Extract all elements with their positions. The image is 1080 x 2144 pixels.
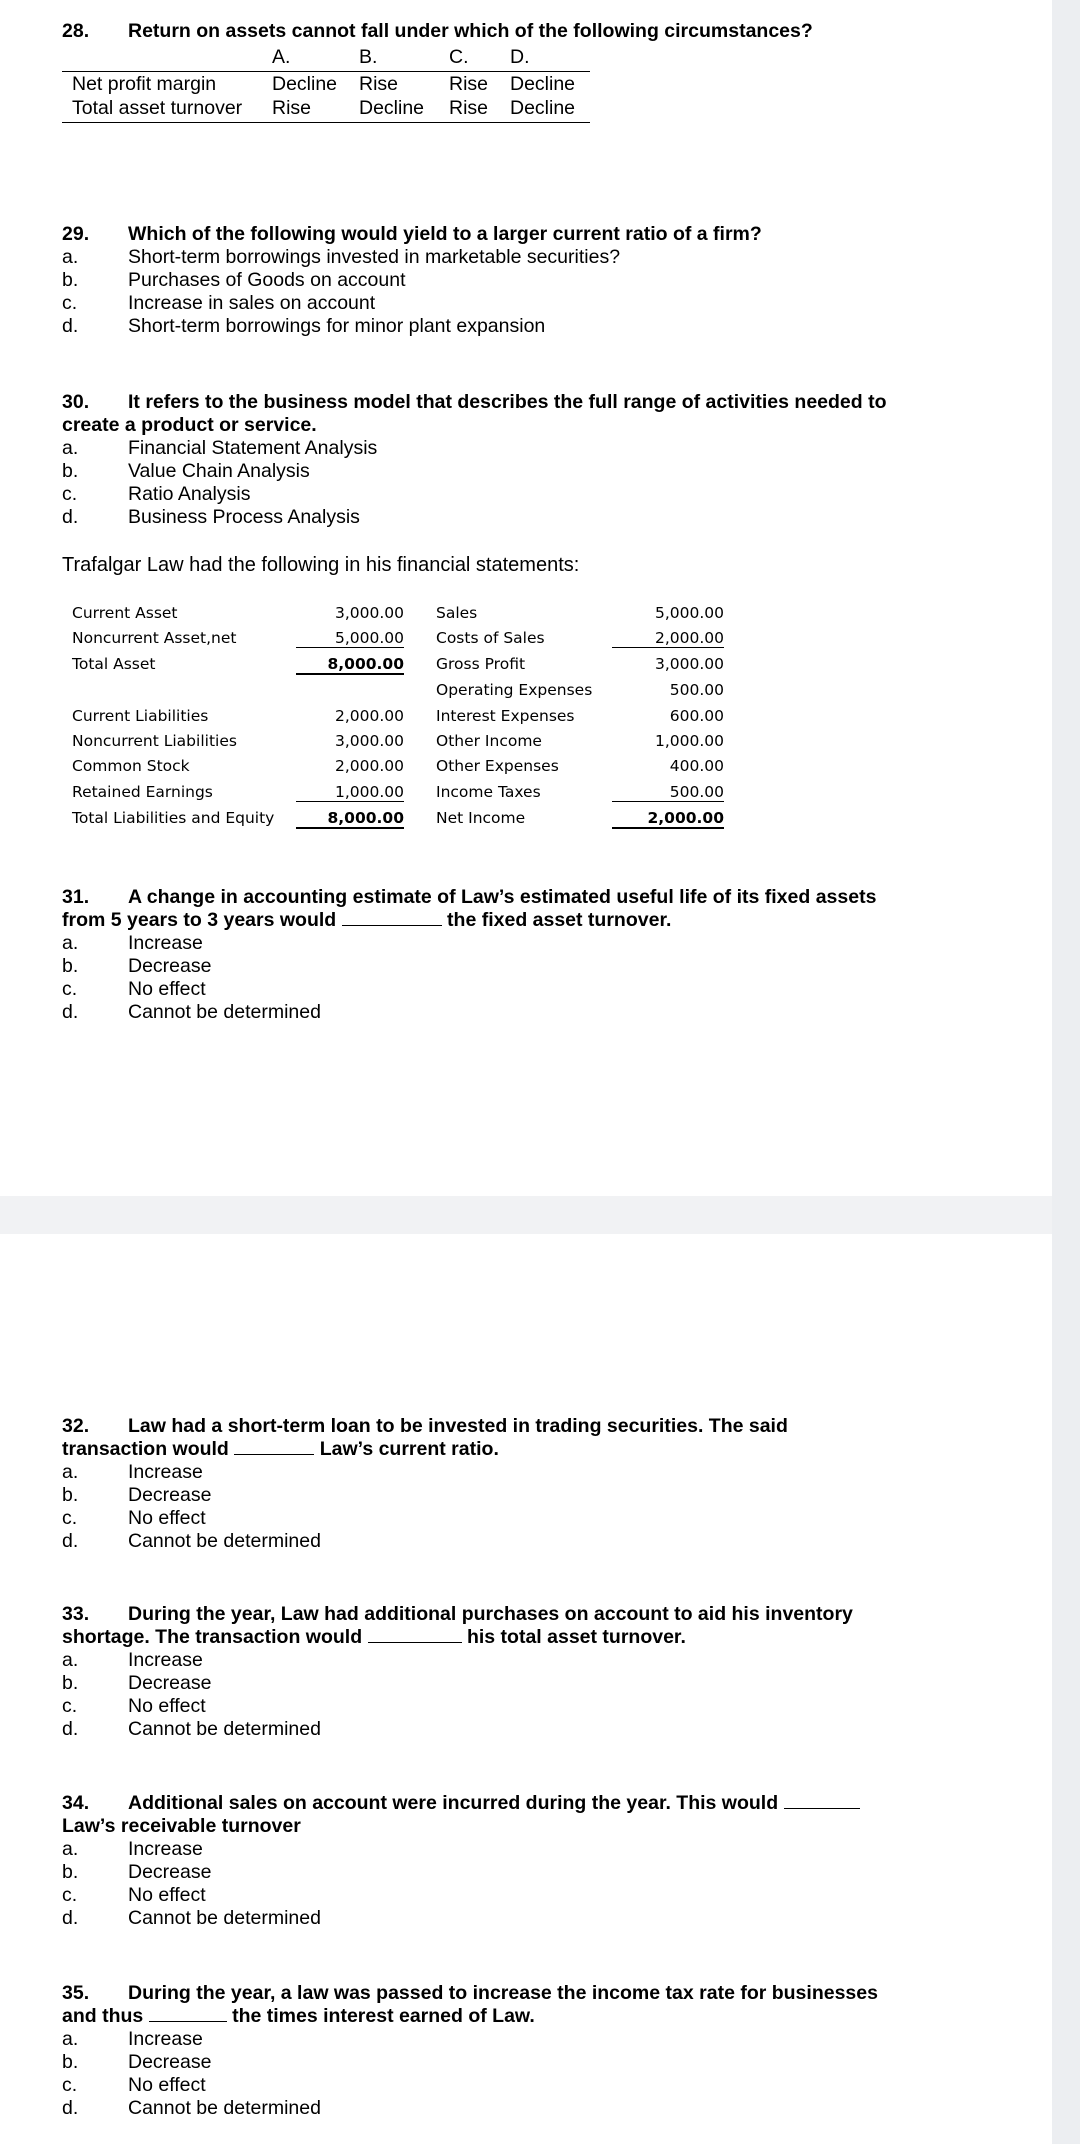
option-c: c. Increase in sales on account bbox=[62, 292, 376, 314]
question-29 bbox=[62, 223, 942, 338]
bs-label: Common Stock bbox=[72, 757, 190, 775]
is-value: 600.00 bbox=[669, 707, 724, 725]
table-header-c: C. bbox=[449, 46, 469, 68]
question-text-cont: create a product or service. bbox=[62, 414, 317, 436]
option-d: d. Cannot be determined bbox=[62, 1718, 321, 1740]
option-c: c. No effect bbox=[62, 2074, 206, 2096]
is-label: Operating Expenses bbox=[436, 681, 593, 699]
option-c: c. No effect bbox=[62, 1507, 206, 1529]
option-a: a. Increase bbox=[62, 2028, 203, 2050]
table-cell: Decline bbox=[359, 97, 425, 119]
question-30 bbox=[62, 391, 942, 529]
is-value: 5,000.00 bbox=[654, 604, 724, 622]
table-cell: Decline bbox=[272, 73, 338, 95]
option-a: a. Short-term borrowings invested in marketable securities? bbox=[62, 246, 621, 268]
bs-label: Noncurrent Liabilities bbox=[72, 732, 237, 750]
option-a: a. Financial Statement Analysis bbox=[62, 437, 378, 459]
answer-blank bbox=[784, 1792, 860, 1809]
is-label: Costs of Sales bbox=[436, 629, 545, 647]
option-b: b. Decrease bbox=[62, 2051, 212, 2073]
option-b: b. Decrease bbox=[62, 1672, 212, 1694]
bs-label: Total Liabilities and Equity bbox=[72, 809, 275, 827]
table-cell: Rise bbox=[272, 97, 312, 119]
question-34 bbox=[62, 1792, 942, 1930]
is-value: 3,000.00 bbox=[654, 655, 724, 673]
option-b: b. Purchases of Goods on account bbox=[62, 269, 406, 291]
is-label: Other Expenses bbox=[436, 757, 559, 775]
question-number: 33. bbox=[62, 1603, 90, 1625]
option-d: d. Cannot be determined bbox=[62, 2097, 321, 2119]
is-value: 2,000.00 bbox=[612, 629, 724, 648]
bs-value: 2,000.00 bbox=[334, 707, 404, 725]
question-33: 33. During the year, Law had additional purchases on account to aid his inventory shortage. The transaction would his total asset turnover. a. Increase b. Decrease c. No effect d. Cannot be determined bbox=[62, 1603, 942, 1741]
option-d: d. Short-term borrowings for minor plant expansion bbox=[62, 315, 546, 337]
bs-label: Noncurrent Asset,net bbox=[72, 629, 237, 647]
question-text-cont: Law’s receivable turnover bbox=[62, 1815, 301, 1837]
question-text: It refers to the business model that describes the full range of activities needed to bbox=[128, 391, 887, 413]
option-b: b. Value Chain Analysis bbox=[62, 460, 310, 482]
question-number: 28. bbox=[62, 20, 90, 42]
bs-value: 8,000.00 bbox=[296, 655, 404, 675]
is-value: 500.00 bbox=[669, 681, 724, 699]
bs-value: 5,000.00 bbox=[296, 629, 404, 648]
question-text: During the year, a law was passed to increase the income tax rate for businesses bbox=[128, 1982, 878, 2004]
option-c: c. No effect bbox=[62, 1695, 206, 1717]
table-cell: Decline bbox=[510, 73, 576, 95]
option-b: b. Decrease bbox=[62, 955, 212, 977]
bs-value: 1,000.00 bbox=[296, 783, 404, 802]
is-label: Income Taxes bbox=[436, 783, 541, 801]
question-text: Additional sales on account were incurred during the year. This would bbox=[128, 1792, 779, 1814]
bs-value: 3,000.00 bbox=[334, 604, 404, 622]
is-value: 2,000.00 bbox=[612, 809, 724, 829]
is-value: 500.00 bbox=[612, 783, 724, 802]
answer-blank bbox=[368, 1626, 462, 1643]
option-a: a. Increase bbox=[62, 1838, 203, 1860]
viewer-background bbox=[1052, 0, 1080, 2144]
table-cell: Rise bbox=[359, 73, 399, 95]
question-text: Return on assets cannot fall under which of the following circumstances? bbox=[128, 20, 813, 42]
is-label: Sales bbox=[436, 604, 478, 622]
option-a: a. Increase bbox=[62, 1461, 203, 1483]
question-number: 32. bbox=[62, 1415, 90, 1437]
bs-label: Current Liabilities bbox=[72, 707, 209, 725]
question-number: 31. bbox=[62, 886, 90, 908]
table-rule bbox=[62, 71, 590, 72]
table-cell: Decline bbox=[510, 97, 576, 119]
bs-value: 8,000.00 bbox=[296, 809, 404, 829]
option-c: c. Ratio Analysis bbox=[62, 483, 251, 505]
document-page-2 bbox=[0, 1234, 1052, 2144]
bs-label: Retained Earnings bbox=[72, 783, 213, 801]
answer-blank bbox=[234, 1438, 314, 1455]
option-d: d. Cannot be determined bbox=[62, 1001, 321, 1023]
question-number: 29. bbox=[62, 223, 90, 245]
option-d: d. Business Process Analysis bbox=[62, 506, 360, 528]
question-number: 34. bbox=[62, 1792, 90, 1814]
option-d: d. Cannot be determined bbox=[62, 1530, 321, 1552]
table-header-b: B. bbox=[359, 46, 378, 68]
bs-value: 2,000.00 bbox=[334, 757, 404, 775]
statements-intro: Trafalgar Law had the following in his financial statements: bbox=[62, 554, 580, 576]
answer-blank bbox=[342, 909, 442, 926]
table-header-a: A. bbox=[272, 46, 291, 68]
question-text: Which of the following would yield to a larger current ratio of a firm? bbox=[128, 223, 762, 245]
question-31: 31. A change in accounting estimate of Law’s estimated useful life of its fixed assets from 5 years to 3 years would the fixed asset turnover. a. Increase b. Decrease c. No effect d. Cannot be determined bbox=[62, 886, 942, 1024]
option-d: d. Cannot be determined bbox=[62, 1907, 321, 1929]
bs-label: Total Asset bbox=[72, 655, 156, 673]
option-b: b. Decrease bbox=[62, 1484, 212, 1506]
question-32: 32. Law had a short-term loan to be invested in trading securities. The said transaction would Law’s current ratio. a. Increase b. Decrease c. No effect d. Cannot be determined bbox=[62, 1415, 942, 1553]
is-label: Net Income bbox=[436, 809, 526, 827]
is-label: Other Income bbox=[436, 732, 542, 750]
answer-blank bbox=[149, 2005, 227, 2022]
row-label: Total asset turnover bbox=[72, 97, 243, 119]
option-c: c. No effect bbox=[62, 1884, 206, 1906]
option-b: b. Decrease bbox=[62, 1861, 212, 1883]
is-label: Interest Expenses bbox=[436, 707, 575, 725]
table-rule bbox=[62, 122, 590, 123]
table-cell: Rise bbox=[449, 73, 489, 95]
question-number: 30. bbox=[62, 391, 90, 413]
is-label: Gross Profit bbox=[436, 655, 526, 673]
bs-value: 3,000.00 bbox=[334, 732, 404, 750]
option-c: c. No effect bbox=[62, 978, 206, 1000]
table-cell: Rise bbox=[449, 97, 489, 119]
is-value: 1,000.00 bbox=[654, 732, 724, 750]
question-number: 35. bbox=[62, 1982, 90, 2004]
question-35: 35. During the year, a law was passed to increase the income tax rate for businesses and thus the times interest earned of Law. a. Increase b. Decrease c. No effect d. Cannot be determined bbox=[62, 1982, 942, 2120]
row-label: Net profit margin bbox=[72, 73, 217, 95]
option-a: a. Increase bbox=[62, 1649, 203, 1671]
bs-label: Current Asset bbox=[72, 604, 178, 622]
question-28 bbox=[62, 20, 942, 43]
question-text: Law had a short-term loan to be invested in trading securities. The said bbox=[128, 1415, 788, 1437]
question-text: A change in accounting estimate of Law’s estimated useful life of its fixed assets bbox=[128, 886, 877, 908]
option-a: a. Increase bbox=[62, 932, 203, 954]
table-header-d: D. bbox=[510, 46, 530, 68]
is-value: 400.00 bbox=[669, 757, 724, 775]
question-text: During the year, Law had additional purchases on account to aid his inventory bbox=[128, 1603, 853, 1625]
